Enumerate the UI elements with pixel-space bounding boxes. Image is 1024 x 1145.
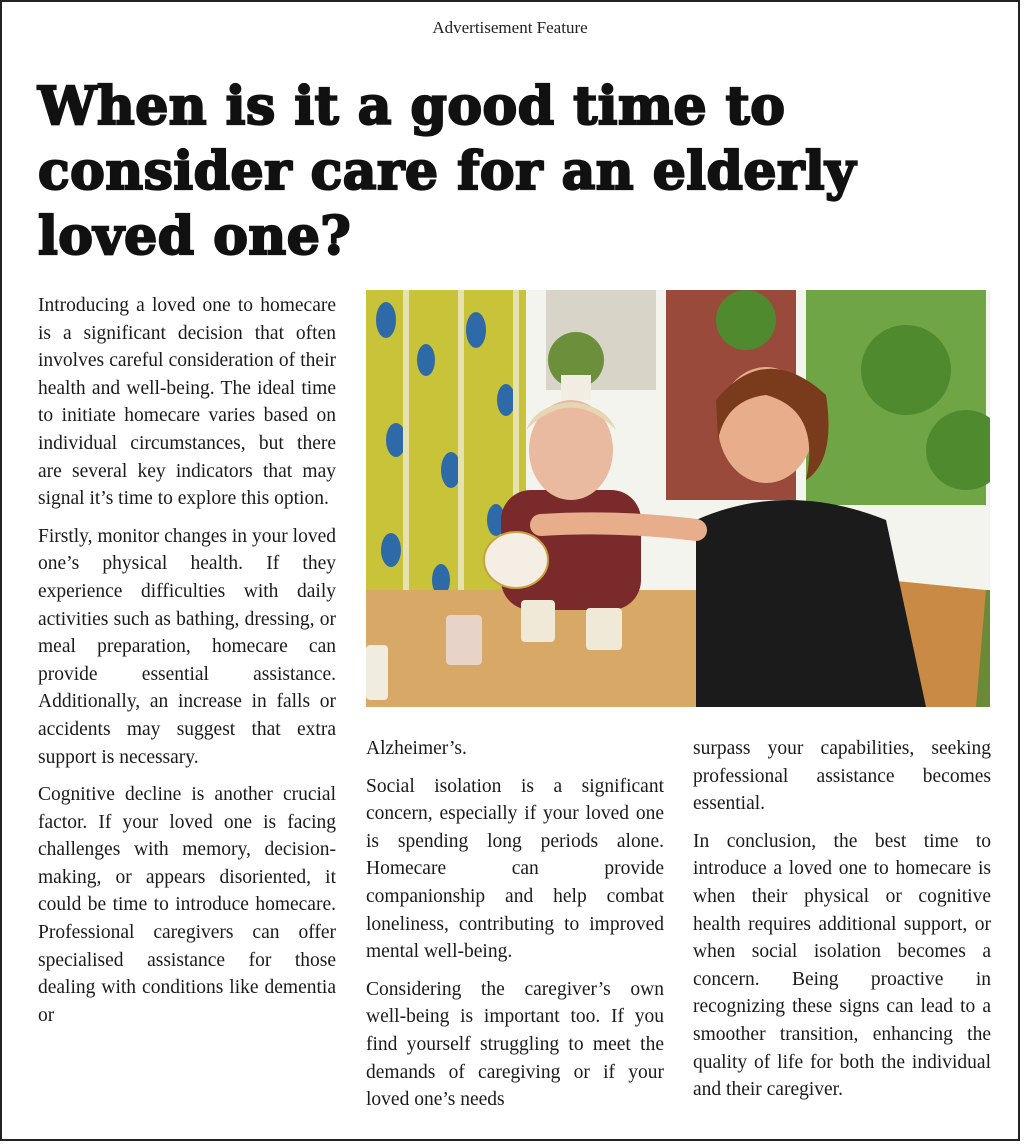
paragraph: Social isolation is a significant concern, especially if your loved one is spending long periods alone. Homecare can provide companionship and help combat loneliness, contributing to improved mental well-being.	[366, 775, 664, 963]
text-column-3	[693, 735, 991, 1114]
advertisement-label: Advertisement Feature	[432, 18, 588, 37]
paragraph: Introducing a loved one to homecare is a significant decision that often involves careful consideration of their health and well-being. The ideal time to initiate homecare varies based on individual circumstances, but there are several key indicators that may signal it’s time to explore this option.	[38, 295, 336, 510]
paragraph: Alzheimer’s.	[366, 738, 467, 759]
paragraph: Cognitive decline is another crucial factor. If your loved one is facing challenges with memory, decision-making, or appears disoriented, it could be time to introduce homecare. Professional caregivers can offer specialised assistance for those dealing with conditions like dementia or	[38, 784, 336, 1026]
paragraph: Considering the caregiver’s own well-being is important too. If you find yourself struggling to meet the demands of caregiving or if your loved one’s needs	[366, 978, 664, 1111]
paragraph: surpass your capabilities, seeking professional assistance becomes essential.	[693, 738, 991, 815]
headline: When is it a good time to consider care for an elderly loved one?	[38, 76, 856, 267]
article-photo	[366, 290, 990, 707]
paragraph: Firstly, monitor changes in your loved one’s physical health. If they experience difficulties with daily activities such as bathing, dressing, or meal preparation, homecare can provide essential assistance. Additionally, an increase in falls or accidents may suggest that extra support is necessary.	[38, 525, 336, 768]
text-column-2	[366, 735, 664, 1124]
text-column-1	[38, 292, 336, 1039]
photo-illustration	[366, 290, 990, 707]
paragraph: In conclusion, the best time to introduce a loved one to homecare is when their physical or cognitive health requires additional support, or when social isolation becomes a concern. Being proactive in recognizing these signs can lead to a smoother transition, enhancing the quality of life for both the individual and their caregiver.	[693, 830, 991, 1101]
